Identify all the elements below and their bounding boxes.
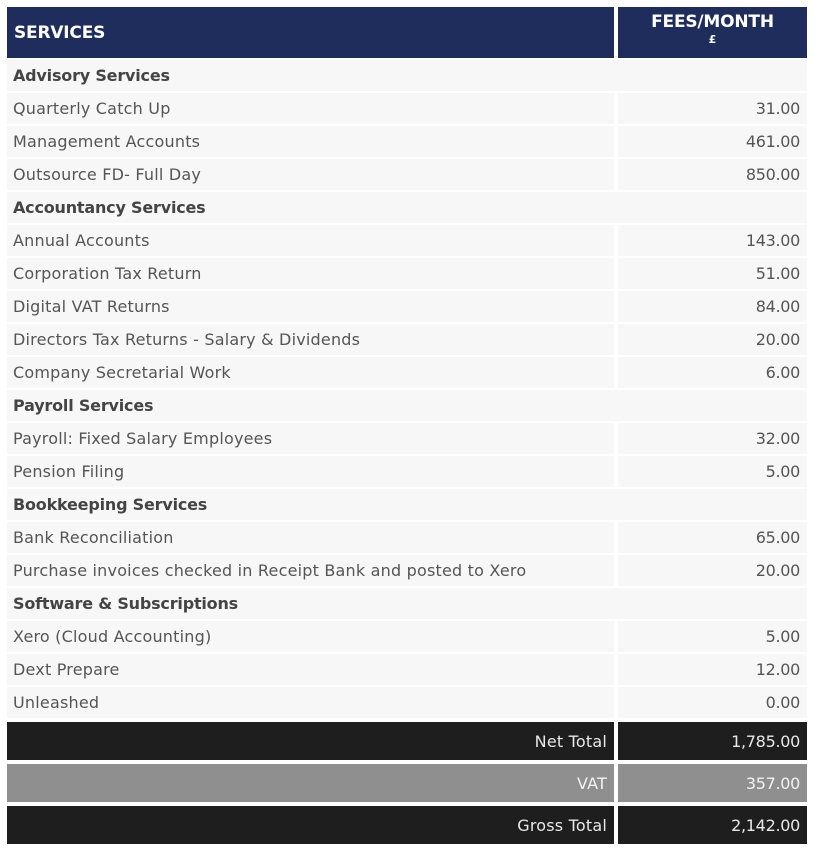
table-row bbox=[7, 225, 807, 256]
service-name-cell bbox=[7, 687, 614, 718]
table-row bbox=[7, 357, 807, 388]
service-name-cell bbox=[7, 423, 614, 454]
gross-total-value-cell bbox=[618, 806, 807, 844]
net-total-row bbox=[7, 722, 807, 760]
service-name-cell bbox=[7, 621, 614, 652]
fee-cell bbox=[618, 621, 807, 652]
service-name: Quarterly Catch Up bbox=[13, 99, 171, 118]
vat-label-cell bbox=[7, 764, 614, 802]
gross-total-label: Gross Total bbox=[517, 815, 607, 835]
fees-header-label: FEES/MONTH bbox=[651, 12, 774, 32]
fee-value: 20.00 bbox=[755, 330, 800, 349]
service-name-cell bbox=[7, 456, 614, 487]
table-row bbox=[7, 555, 807, 586]
section-title: Payroll Services bbox=[13, 396, 154, 415]
fee-cell bbox=[618, 456, 807, 487]
section-header-bookkeeping bbox=[7, 489, 807, 520]
table-row bbox=[7, 522, 807, 553]
section-title: Bookkeeping Services bbox=[13, 495, 208, 514]
table-row bbox=[7, 456, 807, 487]
fee-value: 32.00 bbox=[755, 429, 800, 448]
fee-value: 5.00 bbox=[765, 462, 800, 481]
net-total-label-cell bbox=[7, 722, 614, 760]
fees-table bbox=[7, 7, 807, 844]
table-row bbox=[7, 126, 807, 157]
section-title: Software & Subscriptions bbox=[13, 594, 238, 613]
table-row bbox=[7, 621, 807, 652]
table-row bbox=[7, 324, 807, 355]
fee-cell bbox=[618, 225, 807, 256]
table-row bbox=[7, 291, 807, 322]
fee-cell bbox=[618, 291, 807, 322]
service-name: Unleashed bbox=[13, 693, 100, 712]
service-name: Purchase invoices checked in Receipt Bank and posted to Xero bbox=[13, 561, 527, 580]
fee-value: 850.00 bbox=[745, 165, 800, 184]
fee-cell bbox=[618, 555, 807, 586]
service-name-cell bbox=[7, 126, 614, 157]
service-name-cell bbox=[7, 291, 614, 322]
fee-value: 51.00 bbox=[755, 264, 800, 283]
table-row bbox=[7, 654, 807, 685]
service-name-cell bbox=[7, 324, 614, 355]
gross-total-value: 2,142.00 bbox=[731, 815, 800, 835]
service-name-cell bbox=[7, 93, 614, 124]
table-row bbox=[7, 93, 807, 124]
table-row bbox=[7, 687, 807, 718]
service-name: Digital VAT Returns bbox=[13, 297, 170, 316]
service-name-cell bbox=[7, 522, 614, 553]
fee-value: 84.00 bbox=[755, 297, 800, 316]
fee-cell bbox=[618, 324, 807, 355]
services-column-header bbox=[7, 7, 614, 58]
service-name: Corporation Tax Return bbox=[13, 264, 202, 283]
service-name: Dext Prepare bbox=[13, 660, 120, 679]
service-name: Pension Filing bbox=[13, 462, 125, 481]
fee-value: 31.00 bbox=[755, 99, 800, 118]
service-name: Payroll: Fixed Salary Employees bbox=[13, 429, 273, 448]
service-name: Directors Tax Returns - Salary & Dividends bbox=[13, 330, 361, 349]
section-header-software bbox=[7, 588, 807, 619]
vat-value: 357.00 bbox=[745, 773, 800, 793]
fee-cell bbox=[618, 522, 807, 553]
fee-cell bbox=[618, 357, 807, 388]
service-name-cell bbox=[7, 225, 614, 256]
fee-cell bbox=[618, 423, 807, 454]
gross-total-label-cell bbox=[7, 806, 614, 844]
fee-value: 143.00 bbox=[745, 231, 800, 250]
table-header bbox=[7, 7, 807, 58]
fee-value: 461.00 bbox=[745, 132, 800, 151]
fees-column-header bbox=[618, 7, 807, 58]
service-name-cell bbox=[7, 159, 614, 190]
service-name: Outsource FD- Full Day bbox=[13, 165, 202, 184]
fee-cell bbox=[618, 258, 807, 289]
vat-value-cell bbox=[618, 764, 807, 802]
currency-symbol: £ bbox=[708, 33, 717, 46]
section-title: Advisory Services bbox=[13, 66, 170, 85]
net-total-value-cell bbox=[618, 722, 807, 760]
service-name: Company Secretarial Work bbox=[13, 363, 231, 382]
fee-value: 65.00 bbox=[755, 528, 800, 547]
table-row bbox=[7, 159, 807, 190]
fee-value: 0.00 bbox=[765, 693, 800, 712]
service-name: Xero (Cloud Accounting) bbox=[13, 627, 212, 646]
net-total-value: 1,785.00 bbox=[731, 731, 800, 751]
service-name-cell bbox=[7, 555, 614, 586]
service-name-cell bbox=[7, 258, 614, 289]
fee-cell bbox=[618, 126, 807, 157]
table-row bbox=[7, 423, 807, 454]
section-title: Accountancy Services bbox=[13, 198, 206, 217]
section-header-accountancy bbox=[7, 192, 807, 223]
fee-value: 6.00 bbox=[765, 363, 800, 382]
net-total-label: Net Total bbox=[534, 731, 607, 751]
fee-cell bbox=[618, 93, 807, 124]
service-name: Annual Accounts bbox=[13, 231, 150, 250]
vat-label: VAT bbox=[577, 773, 607, 793]
fee-value: 5.00 bbox=[765, 627, 800, 646]
service-name: Bank Reconciliation bbox=[13, 528, 174, 547]
vat-row bbox=[7, 764, 807, 802]
section-header-advisory bbox=[7, 60, 807, 91]
fee-cell bbox=[618, 654, 807, 685]
service-name-cell bbox=[7, 357, 614, 388]
table-row bbox=[7, 258, 807, 289]
gross-total-row bbox=[7, 806, 807, 844]
fee-cell bbox=[618, 687, 807, 718]
fee-cell bbox=[618, 159, 807, 190]
service-name: Management Accounts bbox=[13, 132, 201, 151]
fee-value: 20.00 bbox=[755, 561, 800, 580]
fee-value: 12.00 bbox=[755, 660, 800, 679]
service-name-cell bbox=[7, 654, 614, 685]
services-header-label: SERVICES bbox=[14, 22, 106, 43]
section-header-payroll bbox=[7, 390, 807, 421]
